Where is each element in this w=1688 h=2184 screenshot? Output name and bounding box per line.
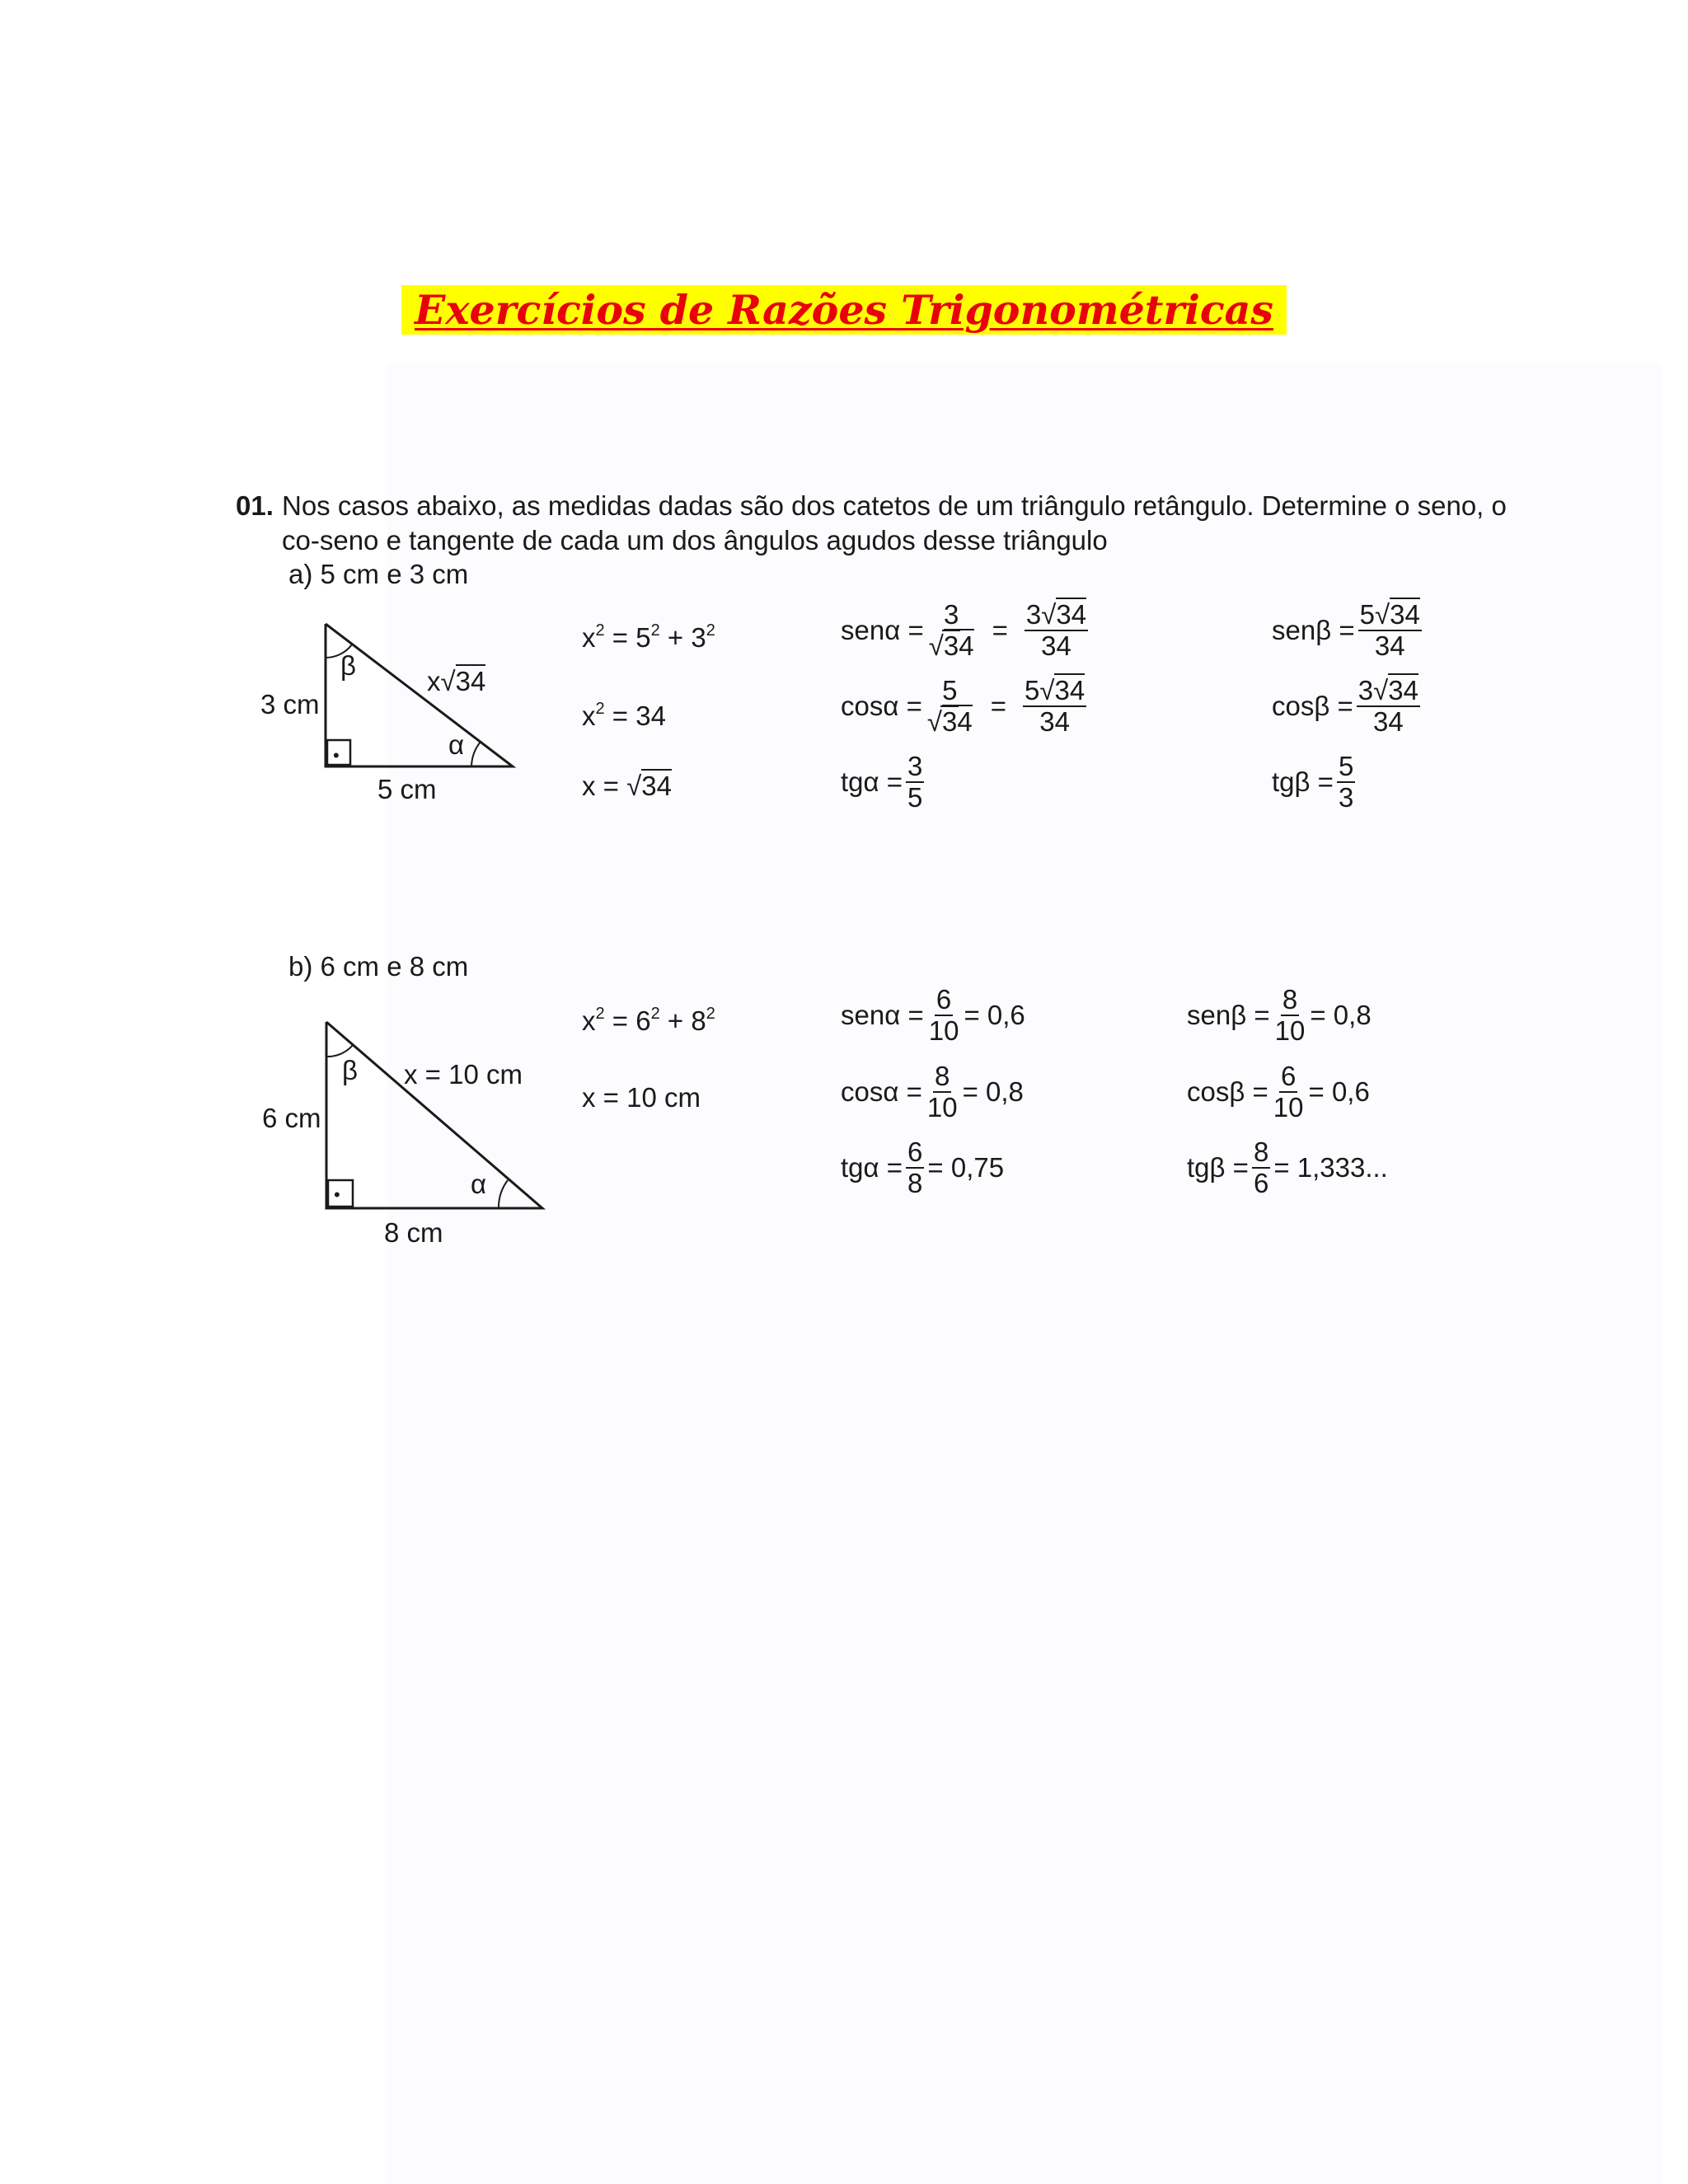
triangle-b-alpha-arc: [499, 1180, 508, 1208]
pyth-a-line-2: $x^2 = 34$: [582, 700, 666, 731]
pyth-a-line-1: $x^2 = 5^2 + 3^2$: [582, 621, 715, 653]
part-b-label: b) 6 cm e 8 cm: [288, 951, 469, 982]
tg-alpha-b: tgα = $\frac{6}{8}$ = 0,75: [841, 1137, 1005, 1198]
triangle-b-left-side-label: 6 cm: [262, 1103, 321, 1133]
triangle-b-right-angle-mark: •: [334, 1184, 340, 1205]
triangle-a-alpha-arc: [471, 742, 481, 766]
triangle-a-bottom-side-label: 5 cm: [377, 774, 437, 804]
pyth-b-line-1: $x^2 = 6^2 + 8^2$: [582, 1005, 715, 1036]
sen-beta-a: senβ = $\frac{5√34}{34}$: [1272, 599, 1420, 661]
part-a-label: a) 5 cm e 3 cm: [288, 559, 469, 589]
triangle-a-alpha-label: α: [448, 729, 465, 760]
sen-alpha-b: senα = $\frac{6}{10}$ = 0,6: [841, 984, 1025, 1046]
triangle-a-left-side-label: 3 cm: [260, 689, 320, 719]
tg-beta-b: tgβ = $\frac{8}{6}$ = 1,333...: [1187, 1137, 1388, 1198]
triangle-a-right-angle-mark: •: [333, 745, 340, 766]
sen-beta-b: senβ = $\frac{8}{10}$ = 0,8: [1187, 984, 1372, 1046]
pyth-a-line-3: x = √34: [582, 771, 672, 801]
triangle-b-hypotenuse-label: x = 10 cm: [404, 1059, 523, 1090]
triangle-b-outline: [326, 1022, 542, 1208]
triangle-a-beta-label: β: [340, 650, 356, 681]
triangle-b-alpha-label: α: [471, 1169, 487, 1199]
pyth-b-line-2: x = 10 cm: [582, 1082, 701, 1113]
tg-alpha-a: tgα = $\frac{3}{5}$: [841, 751, 923, 813]
question-text-line-2: co-seno e tangente de cada um dos ângulos agudos desse triângulo: [282, 525, 1108, 555]
triangle-b-bottom-side-label: 8 cm: [384, 1217, 443, 1248]
tg-beta-a: tgβ = $\frac{5}{3}$: [1272, 751, 1354, 813]
triangle-b-beta-label: β: [342, 1055, 358, 1085]
cos-alpha-b: cosα = $\frac{8}{10}$ = 0,8: [841, 1061, 1024, 1122]
question-number: 01.: [236, 490, 274, 521]
page-title: Exercícios de Razões Trigonométricas: [401, 285, 1287, 335]
triangle-b-right-angle-box: [328, 1180, 353, 1207]
question-text-line-1: Nos casos abaixo, as medidas dadas são dos catetos de um triângulo retângulo. Determine o seno, o: [282, 490, 1507, 521]
sen-alpha-a: senα = $\frac{3}{√34}$ = $\frac{3√34}{34}$: [841, 599, 1087, 661]
cos-beta-b: cosβ = $\frac{6}{10}$ = 0,6: [1187, 1061, 1370, 1122]
cos-beta-a: cosβ = $\frac{3√34}{34}$: [1272, 675, 1418, 737]
triangle-a-hypotenuse-label: x√34: [427, 666, 486, 696]
cos-alpha-a: cosα = $\frac{5}{√34}$ = $\frac{5√34}{34}$: [841, 675, 1085, 737]
